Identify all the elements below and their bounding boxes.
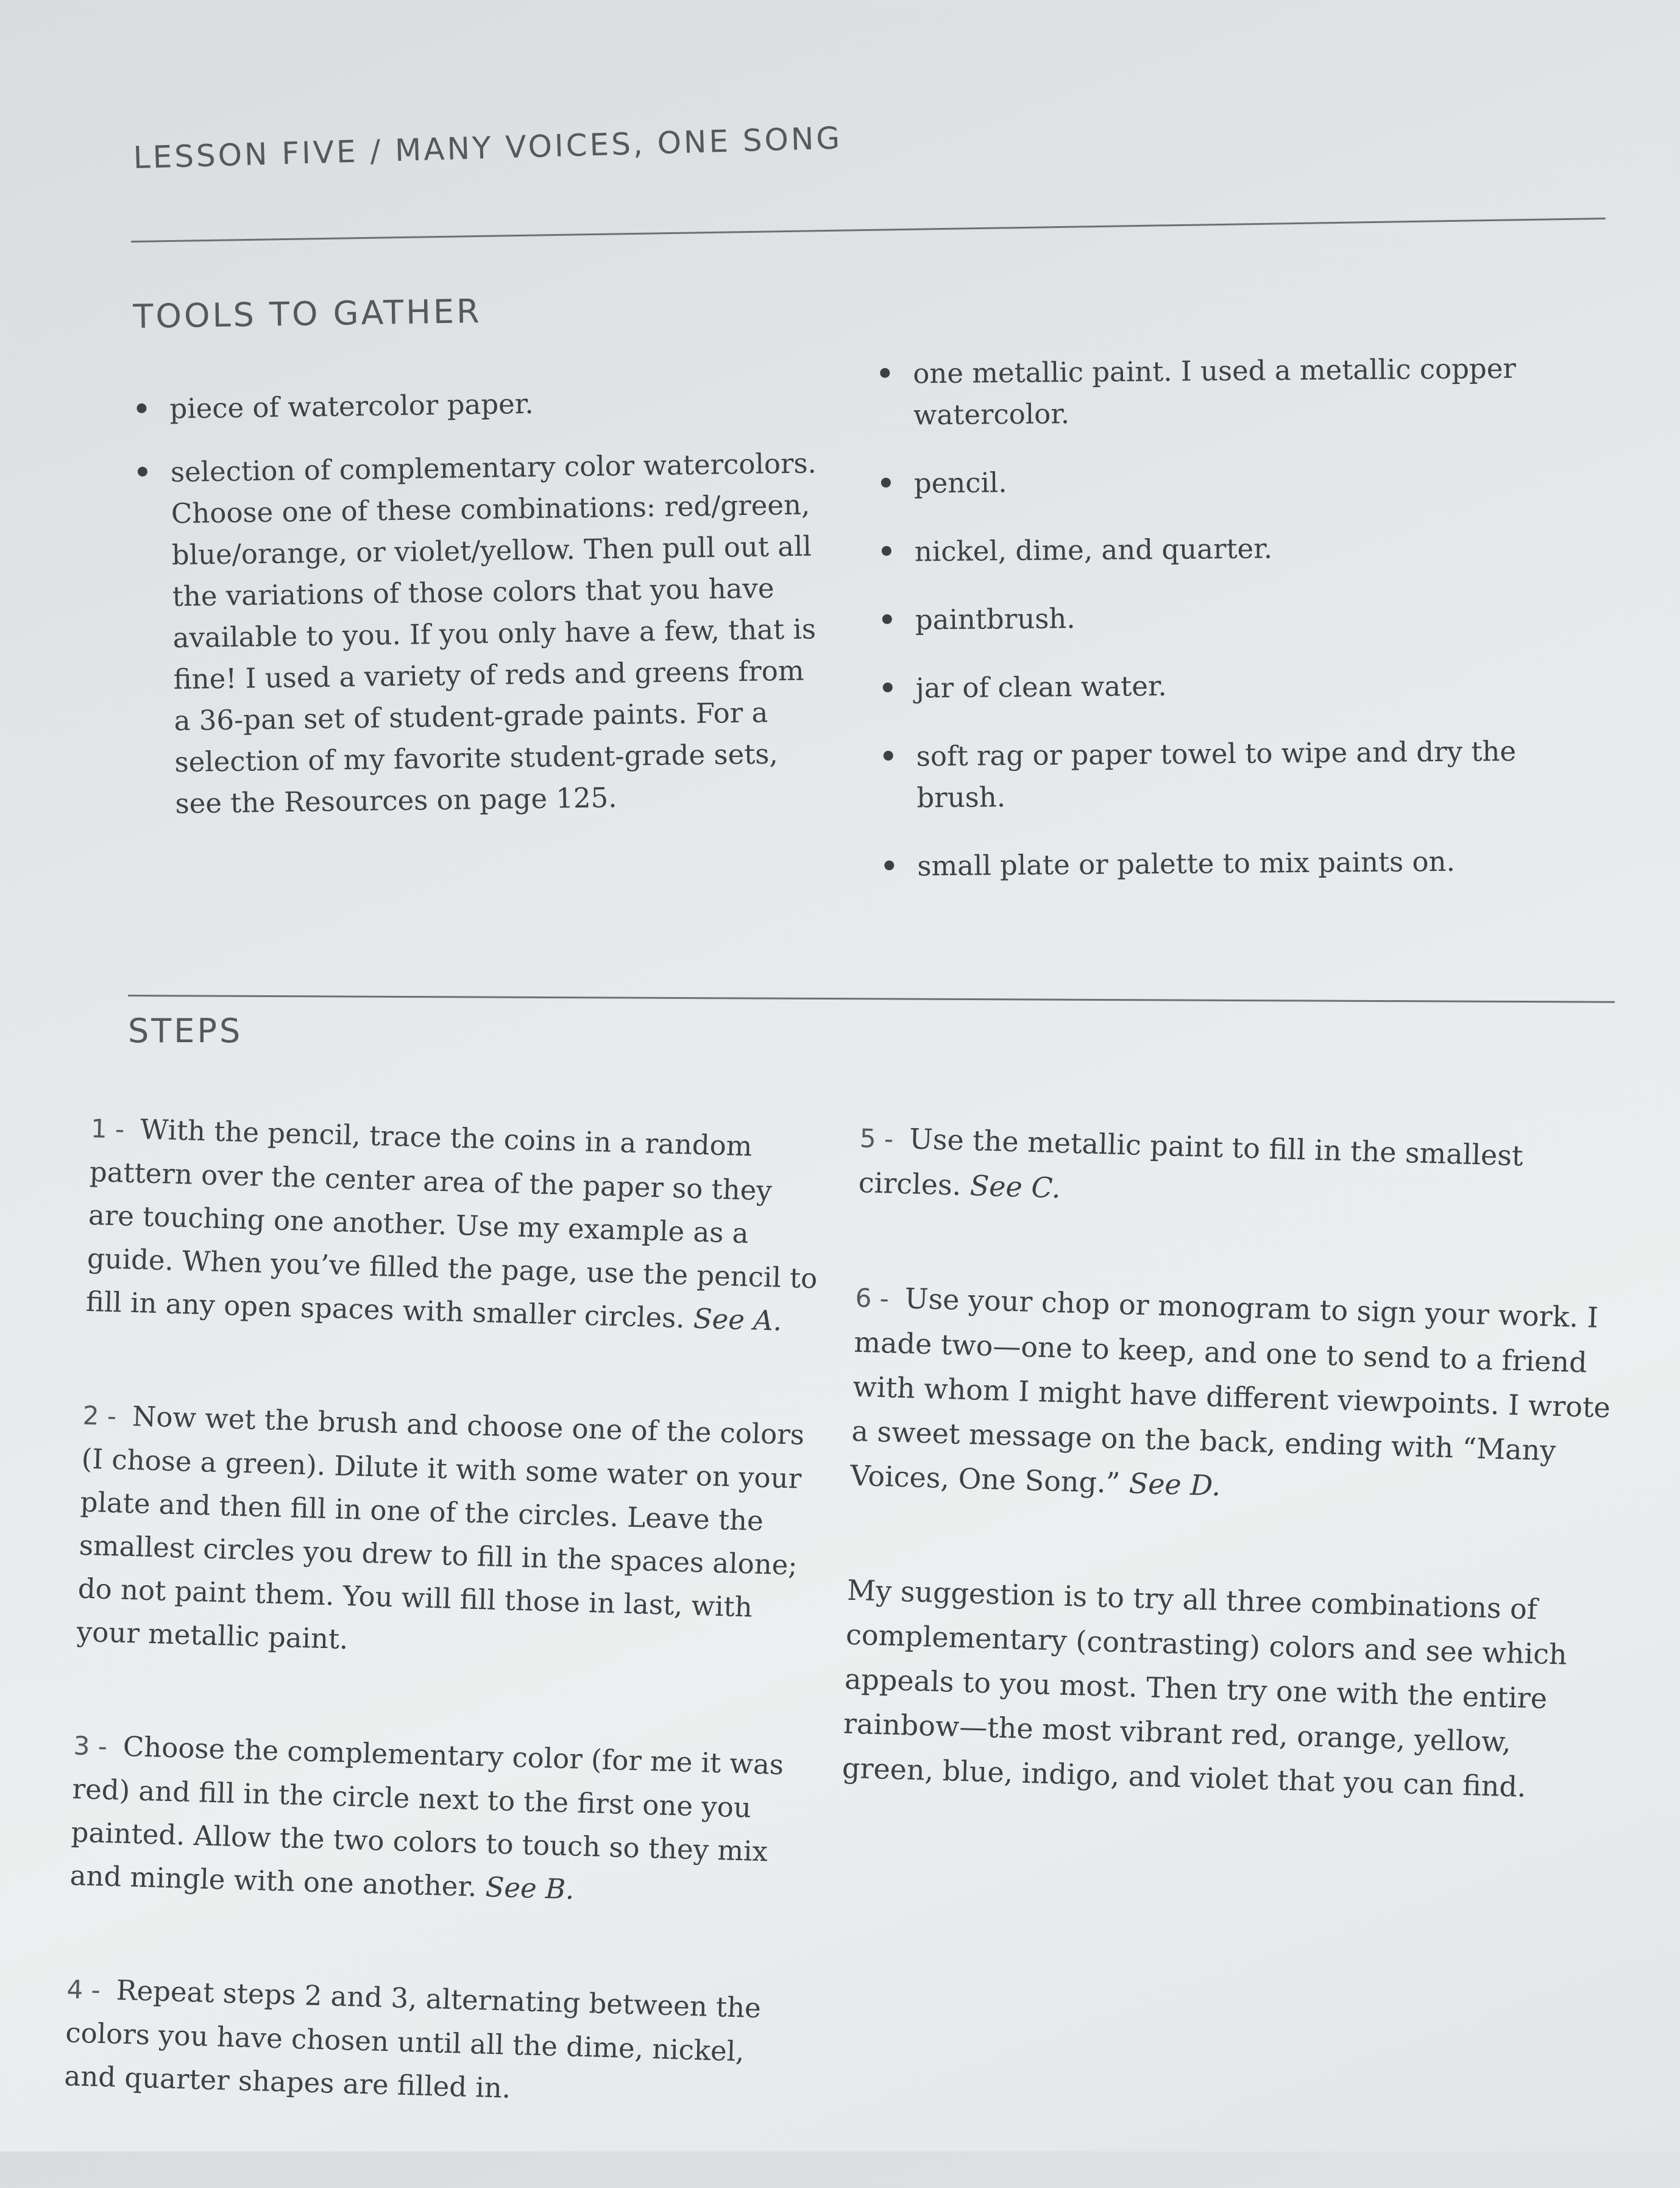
bullet-icon bbox=[882, 546, 891, 556]
step-text: Now wet the brush and choose one of the colors (I chose a green). Dilute it with some water on your plate and then fill in one of the circles. Leave the smallest circles you drew to fill in the spaces alone; do not paint them. You will fill those in last, with your metallic paint. bbox=[76, 1400, 805, 1656]
step-number: 1 - bbox=[90, 1113, 125, 1145]
list-item bbox=[880, 594, 1612, 641]
step-number: 4 - bbox=[66, 1974, 101, 2005]
list-item bbox=[879, 457, 1611, 505]
bullet-icon bbox=[138, 467, 147, 477]
step-item bbox=[858, 1115, 1622, 1226]
steps-heading: STEPS bbox=[128, 1012, 243, 1050]
tool-item-text: nickel, dime, and quarter. bbox=[914, 532, 1273, 568]
steps-divider bbox=[128, 995, 1615, 1003]
step-item bbox=[64, 1967, 799, 2117]
step-item bbox=[849, 1275, 1617, 1519]
tools-heading: TOOLS TO GATHER bbox=[133, 292, 482, 336]
step-text: Use the metallic paint to fill in the smallest circles. bbox=[858, 1122, 1524, 1202]
step-item bbox=[69, 1724, 805, 1917]
steps-column-right bbox=[842, 1115, 1622, 1811]
list-item bbox=[882, 839, 1614, 887]
lesson-title: LESSON FIVE / MANY VOICES, ONE SONG bbox=[133, 120, 843, 176]
tools-list-left bbox=[134, 379, 823, 847]
figure-reference: See A. bbox=[693, 1302, 782, 1337]
tool-item-text: one metallic paint. I used a metallic copper watercolor. bbox=[913, 352, 1517, 432]
steps-column-left bbox=[62, 1106, 822, 2188]
figure-reference: See D. bbox=[1129, 1466, 1221, 1502]
step-text: Choose the complementary color (for me it was red) and fill in the circle next to the first one you painted. Allow the two colors to touch so they mix and mingle with one another. bbox=[69, 1730, 784, 1903]
list-item bbox=[881, 730, 1612, 819]
list-item bbox=[879, 525, 1611, 573]
figure-reference: See C. bbox=[969, 1169, 1062, 1205]
step-text: With the pencil, trace the coins in a random pattern over the center area of the paper so they are touching one another. Use my example as a guide. When you’ve filled the page, use the pencil to fill in any open spaces with smaller circles. bbox=[85, 1113, 818, 1335]
list-item bbox=[881, 662, 1612, 709]
bullet-icon bbox=[883, 683, 893, 692]
step-number: 3 - bbox=[73, 1730, 108, 1762]
bullet-icon bbox=[880, 368, 890, 378]
tool-item-text: piece of watercolor paper. bbox=[169, 387, 534, 425]
tool-item-text: paintbrush. bbox=[915, 602, 1076, 636]
bullet-icon bbox=[884, 861, 894, 870]
bullet-icon bbox=[136, 403, 146, 413]
list-item bbox=[134, 379, 817, 430]
tools-list-right bbox=[877, 347, 1614, 914]
tool-item-text: selection of complementary color watercolors. Choose one of these combinations: red/green, blue/orange, or violet/yellow. Then pull out all the variations of those colors that you have available to you. If you only have a few, that is fine! I used a variety of reds and greens from a 36-pan set of student-grade paints. For a selection of my favorite student-grade sets, see the Resources on page 125. bbox=[170, 447, 817, 820]
step-text: Use your chop or monogram to sign your work. I made two—one to keep, and one to send to a friend with whom I might have different viewpoints. I wrote a sweet message on the back, ending with “Many Voices, One Song.” bbox=[849, 1282, 1611, 1500]
tool-item-text: pencil. bbox=[913, 466, 1007, 500]
bullet-icon bbox=[881, 478, 891, 488]
figure-reference: See B. bbox=[484, 1870, 575, 1906]
step-number: 2 - bbox=[82, 1400, 117, 1432]
step-item bbox=[85, 1106, 822, 1343]
list-item bbox=[135, 442, 822, 825]
top-divider bbox=[131, 218, 1606, 243]
step-number: 6 - bbox=[854, 1282, 890, 1314]
suggestion-paragraph: My suggestion is to try all three combinations of complementary (contrasting) colors and see which appeals to you most. Then try one with the entire rainbow—the most vibrant red, orange, yellow, green, blue, indigo, and violet that you can find. bbox=[842, 1573, 1568, 1803]
tool-item-text: soft rag or paper towel to wipe and dry the brush. bbox=[916, 734, 1517, 814]
bullet-icon bbox=[882, 614, 892, 624]
bullet-icon bbox=[884, 751, 893, 761]
step-number: 5 - bbox=[859, 1123, 894, 1154]
tool-item-text: small plate or palette to mix paints on. bbox=[917, 845, 1456, 883]
step-text: Repeat steps 2 and 3, alternating between the colors you have chosen until all the dime, nickel, and quarter shapes are filled in. bbox=[63, 1973, 762, 2105]
list-item bbox=[877, 347, 1609, 436]
tool-item-text: jar of clean water. bbox=[915, 669, 1167, 705]
step-item bbox=[76, 1393, 814, 1674]
